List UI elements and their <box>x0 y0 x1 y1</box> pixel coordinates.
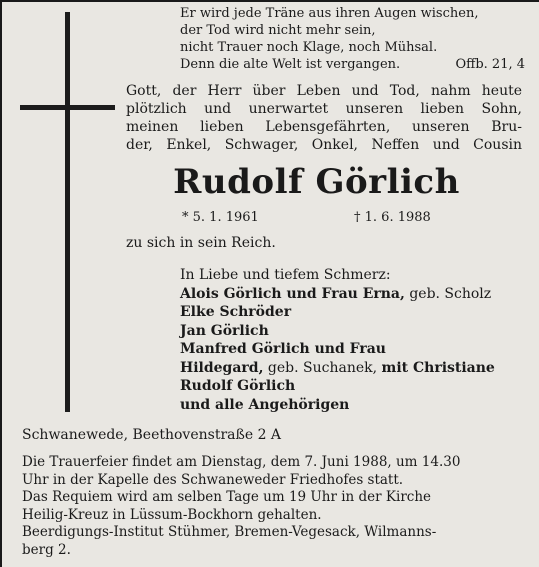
bible-verse <box>180 5 525 73</box>
death-date: † 1. 6. 1988 <box>354 210 431 225</box>
mourner-name: Alois Görlich und Frau Erna, <box>180 285 405 302</box>
closing-phrase: zu sich in sein Reich. <box>126 235 276 251</box>
mourners-heading: In Liebe und tiefem Schmerz: <box>180 267 391 283</box>
birth-date: * 5. 1. 1961 <box>182 210 259 225</box>
mourner-name: Hildegard, <box>180 359 264 376</box>
mourner-line <box>180 359 495 378</box>
intro-line: Gott, der Herr über Leben und Tod, nahm heute <box>126 83 522 99</box>
mourner-line: Elke Schröder <box>180 304 292 320</box>
deceased-name: Rudolf Görlich <box>173 162 460 202</box>
footer-line: Heilig-Kreuz in Lüssum-Bockhorn gehalten. <box>22 506 322 523</box>
cross-icon <box>65 12 70 412</box>
footer-line: Die Trauerfeier findet am Dienstag, dem 7. Juni 1988, um 14.30 <box>22 454 461 470</box>
verse-line: der Tod wird nicht mehr sein, <box>180 23 376 38</box>
funeral-details <box>22 454 522 559</box>
footer-line: berg 2. <box>22 541 71 558</box>
mourner-line <box>180 285 495 304</box>
verse-reference: Offb. 21, 4 <box>455 57 525 72</box>
intro-line: plötzlich und unerwartet unseren lieben Sohn, <box>126 101 522 117</box>
mourner-line: Rudolf Görlich <box>180 378 296 394</box>
mourner-line: Manfred Görlich und Frau <box>180 341 386 357</box>
footer-line: Uhr in der Kapelle des Schwaneweder Friedhofes statt. <box>22 471 404 488</box>
verse-line: Er wird jede Träne aus ihren Augen wischen, <box>180 6 479 21</box>
verse-line: nicht Trauer noch Klage, noch Mühsal. <box>180 40 438 55</box>
verse-line: Denn die alte Welt ist vergangen. <box>180 57 401 72</box>
intro-line: der, Enkel, Schwager, Onkel, Neffen und Cousin <box>126 137 522 153</box>
mourner-line: und alle Angehörigen <box>180 396 350 413</box>
mourner-detail: geb. Scholz <box>404 285 492 302</box>
footer-line: Das Requiem wird am selben Tage um 19 Uhr in der Kirche <box>22 489 432 505</box>
cross-icon-bar <box>20 105 115 110</box>
intro-line: meinen lieben Lebensgefährten, unseren Bru- <box>126 119 522 135</box>
footer-line: Beerdigungs-Institut Stühmer, Bremen-Vegesack, Wilmanns- <box>22 524 437 540</box>
mourner-line: Jan Görlich <box>180 322 269 339</box>
mourner-detail: geb. Suchanek, <box>263 359 382 376</box>
family-address: Schwanewede, Beethovenstraße 2 A <box>22 427 282 443</box>
verse-last-line <box>180 56 525 73</box>
intro-text <box>126 82 522 154</box>
mourner-name: mit Christiane <box>381 359 495 376</box>
mourners-list <box>180 266 495 414</box>
